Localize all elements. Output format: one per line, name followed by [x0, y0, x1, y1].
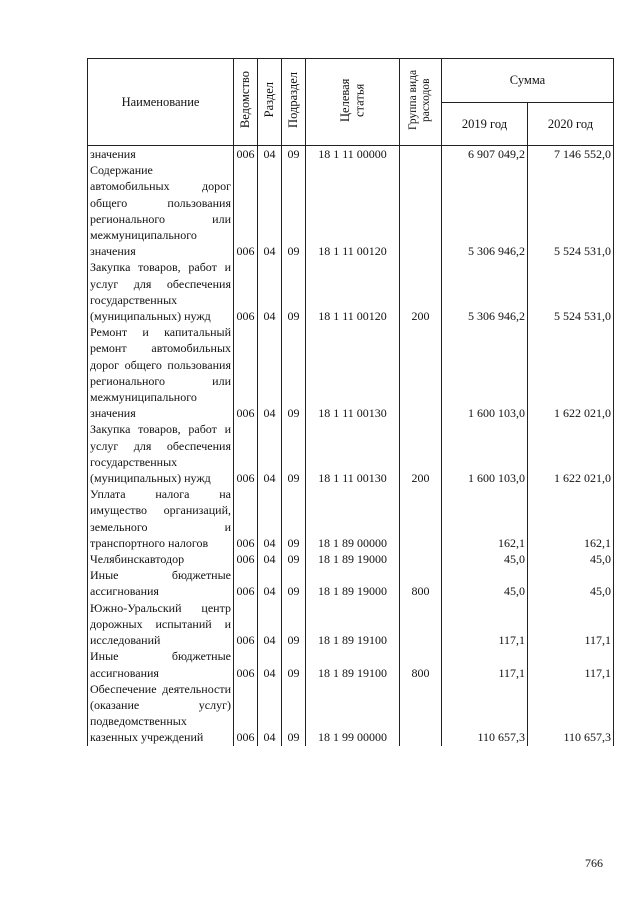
cell-s2: 162,1 — [528, 486, 614, 551]
cell-name: Уплата налога на имущество организаций, земельного и транспортного налогов — [88, 486, 234, 551]
header-summa: Сумма — [442, 59, 614, 103]
budget-table — [87, 58, 614, 746]
cell-name: Иные бюджетные ассигнования — [88, 648, 234, 680]
cell-pr: 09 — [282, 567, 306, 599]
cell-s1: 5 306 946,2 — [442, 162, 528, 259]
cell-name: значения — [88, 146, 234, 163]
cell-cs: 18 1 89 19100 — [306, 600, 400, 649]
header-razdel: Раздел — [258, 59, 282, 146]
cell-name: Южно-Уральский центр дорожных испытаний и исследований — [88, 600, 234, 649]
cell-rz: 04 — [258, 551, 282, 567]
cell-ved: 006 — [234, 486, 258, 551]
cell-pr: 09 — [282, 681, 306, 746]
header-podrazdel: Подраздел — [282, 59, 306, 146]
cell-pr: 09 — [282, 600, 306, 649]
cell-s1: 45,0 — [442, 551, 528, 567]
cell-s1: 1 600 103,0 — [442, 421, 528, 486]
cell-rz: 04 — [258, 681, 282, 746]
cell-cs: 18 1 89 19100 — [306, 648, 400, 680]
header-tselevaya-statya: Целевая статья — [306, 59, 400, 146]
cell-rz: 04 — [258, 162, 282, 259]
cell-s2: 117,1 — [528, 600, 614, 649]
cell-ved: 006 — [234, 146, 258, 163]
table-row — [88, 681, 614, 746]
cell-vr — [400, 162, 442, 259]
cell-cs: 18 1 11 00000 — [306, 146, 400, 163]
table-row — [88, 486, 614, 551]
cell-name: Челябинскавтодор — [88, 551, 234, 567]
cell-s1: 117,1 — [442, 600, 528, 649]
cell-ved: 006 — [234, 648, 258, 680]
cell-ved: 006 — [234, 324, 258, 421]
cell-s2: 7 146 552,0 — [528, 146, 614, 163]
cell-rz: 04 — [258, 567, 282, 599]
cell-pr: 09 — [282, 324, 306, 421]
cell-ved: 006 — [234, 681, 258, 746]
cell-ved: 006 — [234, 259, 258, 324]
cell-s2: 117,1 — [528, 648, 614, 680]
cell-pr: 09 — [282, 486, 306, 551]
cell-s1: 6 907 049,2 — [442, 146, 528, 163]
cell-name: Иные бюджетные ассигнования — [88, 567, 234, 599]
page-number: 766 — [585, 856, 603, 870]
cell-vr: 200 — [400, 259, 442, 324]
table-row — [88, 648, 614, 680]
cell-s2: 5 524 531,0 — [528, 259, 614, 324]
header-year-2019: 2019 год — [442, 103, 528, 146]
header-year-2020: 2020 год — [528, 103, 614, 146]
table-row — [88, 551, 614, 567]
cell-name: Ремонт и капитальный ремонт автомобильных дорог общего пользования регионального или межмуниципального значения — [88, 324, 234, 421]
cell-rz: 04 — [258, 486, 282, 551]
cell-cs: 18 1 89 19000 — [306, 567, 400, 599]
header-vedomstvo: Ведомство — [234, 59, 258, 146]
table-row — [88, 162, 614, 259]
cell-vr — [400, 600, 442, 649]
cell-cs: 18 1 11 00120 — [306, 162, 400, 259]
cell-cs: 18 1 89 19000 — [306, 551, 400, 567]
cell-s2: 1 622 021,0 — [528, 324, 614, 421]
cell-pr: 09 — [282, 648, 306, 680]
cell-name: Обеспечение деятельности (оказание услуг) подведомственных казенных учреждений — [88, 681, 234, 746]
cell-cs: 18 1 89 00000 — [306, 486, 400, 551]
cell-name: Содержание автомобильных дорог общего пользования регионального или межмуниципального значения — [88, 162, 234, 259]
table-row — [88, 421, 614, 486]
table-row — [88, 259, 614, 324]
cell-cs: 18 1 11 00130 — [306, 324, 400, 421]
cell-s2: 45,0 — [528, 567, 614, 599]
cell-vr — [400, 324, 442, 421]
cell-name: Закупка товаров, работ и услуг для обеспечения государственных (муниципальных) нужд — [88, 259, 234, 324]
cell-rz: 04 — [258, 146, 282, 163]
cell-ved: 006 — [234, 600, 258, 649]
table-row — [88, 600, 614, 649]
cell-rz: 04 — [258, 259, 282, 324]
table-row — [88, 324, 614, 421]
cell-pr: 09 — [282, 146, 306, 163]
cell-s2: 45,0 — [528, 551, 614, 567]
cell-vr — [400, 551, 442, 567]
table-row — [88, 146, 614, 163]
cell-vr — [400, 681, 442, 746]
cell-pr: 09 — [282, 162, 306, 259]
cell-rz: 04 — [258, 600, 282, 649]
cell-ved: 006 — [234, 421, 258, 486]
cell-vr: 800 — [400, 648, 442, 680]
header-gruppa-vida-raskhodov: Группа вида расходов — [400, 59, 442, 146]
table-body — [88, 146, 614, 746]
cell-vr — [400, 486, 442, 551]
cell-cs: 18 1 99 00000 — [306, 681, 400, 746]
cell-name: Закупка товаров, работ и услуг для обеспечения государственных (муниципальных) нужд — [88, 421, 234, 486]
cell-vr — [400, 146, 442, 163]
cell-ved: 006 — [234, 567, 258, 599]
cell-s1: 117,1 — [442, 648, 528, 680]
cell-s2: 5 524 531,0 — [528, 162, 614, 259]
cell-rz: 04 — [258, 648, 282, 680]
cell-s2: 110 657,3 — [528, 681, 614, 746]
cell-s1: 1 600 103,0 — [442, 324, 528, 421]
cell-rz: 04 — [258, 324, 282, 421]
header-name: Наименование — [88, 59, 234, 146]
cell-rz: 04 — [258, 421, 282, 486]
cell-ved: 006 — [234, 162, 258, 259]
cell-s2: 1 622 021,0 — [528, 421, 614, 486]
cell-cs: 18 1 11 00120 — [306, 259, 400, 324]
cell-s1: 45,0 — [442, 567, 528, 599]
cell-ved: 006 — [234, 551, 258, 567]
cell-s1: 5 306 946,2 — [442, 259, 528, 324]
cell-pr: 09 — [282, 551, 306, 567]
cell-cs: 18 1 11 00130 — [306, 421, 400, 486]
cell-s1: 110 657,3 — [442, 681, 528, 746]
cell-s1: 162,1 — [442, 486, 528, 551]
cell-pr: 09 — [282, 421, 306, 486]
cell-vr: 800 — [400, 567, 442, 599]
cell-vr: 200 — [400, 421, 442, 486]
table-row — [88, 567, 614, 599]
cell-pr: 09 — [282, 259, 306, 324]
